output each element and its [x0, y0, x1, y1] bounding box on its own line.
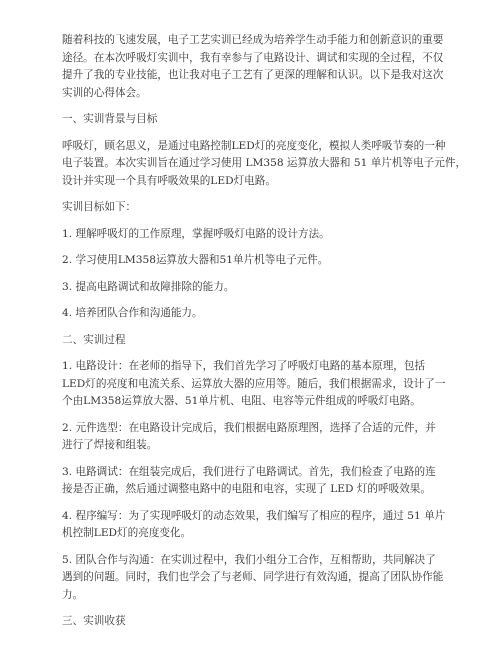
document-page: [62, 32, 467, 631]
text-line: 4. 程序编写：为了实现呼吸灯的动态效果，我们编写了相应的程序，通过 51 单片: [62, 509, 446, 522]
process-item: [62, 508, 452, 543]
intro-paragraph: [62, 32, 452, 102]
process-item: [62, 358, 452, 411]
goal-item: 4. 培养团队合作和沟通能力。: [62, 307, 203, 319]
text-line: 呼吸灯，顾名思义，是通过电路控制LED灯的亮度变化，模拟人类呼吸节奏的一种: [62, 139, 446, 152]
text-line: 接是否正确，然后通过调整电路中的电阻和电容，实现了 LED 灯的呼吸效果。: [62, 483, 431, 495]
text-line: 3. 电路调试：在组装完成后，我们进行了电路调试。首先，我们检查了电路的连: [62, 465, 436, 478]
goals-label: 实训目标如下：: [62, 201, 137, 213]
process-item: [62, 420, 452, 455]
text-line: 5. 团队合作与沟通：在实训过程中，我们小组分工合作，互相帮助，共同解决了: [62, 553, 436, 566]
text-line: 进行了焊接和组装。: [62, 439, 158, 451]
goal-item: 2. 学习使用LM358运算放大器和51单片机等电子元件。: [62, 254, 329, 266]
text-line: 机控制LED灯的亮度变化。: [62, 527, 192, 539]
section-heading: 二、实训过程: [62, 333, 126, 346]
text-line: 1. 电路设计：在老师的指导下，我们首先学习了呼吸灯电路的基本原理，包括: [62, 360, 426, 372]
section-heading: 一、实训背景与目标: [62, 113, 158, 125]
text-line: 力。: [62, 588, 84, 601]
text-line: 随着科技的飞速发展，电子工艺实训已经成为培养学生动手能力和创新意识的重要: [62, 34, 444, 46]
goal-item: 3. 提高电路调试和故障排除的能力。: [62, 280, 235, 293]
background-paragraph: [62, 138, 467, 191]
process-item: [62, 464, 452, 499]
goal-item: 1. 理解呼吸灯的工作原理，掌握呼吸灯电路的设计方法。: [62, 227, 330, 240]
text-line: 提升了我的专业技能，也让我对电子工艺有了更深的理解和认识。以下是我对这次: [62, 69, 444, 81]
text-line: 个由LM358运算放大器、51单片机、电阻、电容等元件组成的呼吸灯电路。: [62, 395, 421, 407]
text-line: 设计并实现一个具有呼吸效果的LED灯电路。: [62, 174, 276, 187]
text-line: 实训的心得体会。: [62, 86, 147, 99]
text-line: 电子装置。本次实训旨在通过学习使用 LM358 运算放大器和 51 单片机等电子元件，: [62, 157, 467, 169]
text-line: 遇到的问题。同时，我们也学会了与老师、同学进行有效沟通，提高了团队协作能: [62, 571, 444, 583]
text-line: 2. 元件选型：在电路设计完成后，我们根据电路原理图，选择了合适的元件，并: [62, 421, 436, 434]
text-line: 途径。在本次呼吸灯实训中，我有幸参与了电路设计、调试和实现的全过程，不仅: [62, 51, 444, 64]
section-heading: 三、实训收获: [62, 615, 126, 627]
process-item: [62, 552, 452, 605]
text-line: LED灯的亮度和电流关系、运算放大器的应用等。随后，我们根据需求，设计了一: [62, 377, 446, 390]
